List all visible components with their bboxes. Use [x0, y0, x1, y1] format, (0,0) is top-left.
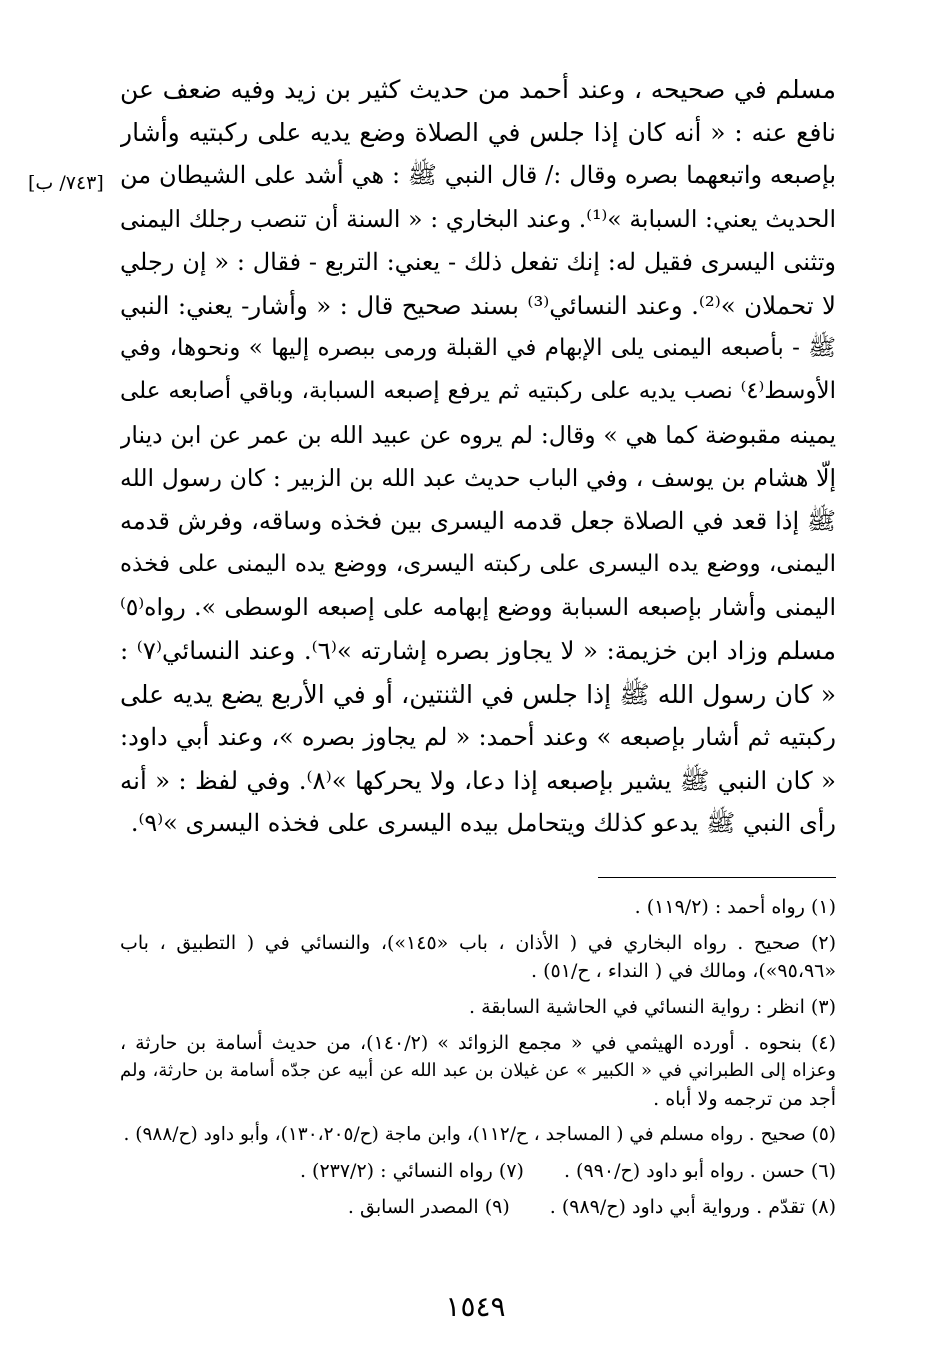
footnote-line: (٣) انظر : رواية النسائي في الحاشية السابقة . [469, 996, 836, 1018]
footnotes [120, 893, 836, 1221]
footnote-6: (٦) حسن . رواه أبو داود (ح/٩٩٠) . [563, 1160, 836, 1182]
text-line: مسلم في صحيحه ، وعند أحمد من حديث كثير بن زيد وفيه ضعف عن [120, 75, 836, 104]
manuscript-folio-marker: [٧٤٣/ ب] [28, 172, 104, 194]
footnote-line: (٥) صحيح . رواه مسلم في ( المساجد ، ح/١١٢)، وابن ماجة (ح/١٣٠،٢٠٥)، وأبو داود (ح/٩٨٨) . [123, 1124, 836, 1145]
footnote-line: أجد من ترجمه ولا أباه . [653, 1088, 836, 1110]
text-line: وتثنى اليسرى فقيل له: إنك تفعل ذلك - يعني: التربع - فقال : « إن رجلي [120, 247, 836, 276]
footnote-5 [120, 1121, 836, 1149]
footnote-4 [120, 1029, 836, 1113]
page-number: ١٥٤٩ [445, 1290, 506, 1323]
text-line: نافع عنه : « أنه كان إذا جلس في الصلاة وضع يديه على ركبتيه وأشار [120, 118, 836, 148]
footnote-line: (١) رواه أحمد : (١١٩/٢) . [634, 896, 836, 918]
footnote-1 [120, 893, 836, 921]
footnote-separator [598, 877, 836, 878]
footnote-7: (٧) رواه النسائي : (٢٣٧/٢) . [299, 1160, 524, 1182]
footnote-line: وعزاه إلى الطبراني في « الكبير » عن غيلان بن عبد الله عن أبيه عن جدّه أسامة بن حارثة، ولم [120, 1060, 836, 1081]
text-line: رأى النبي ﷺ يدعو كذلك ويتحامل بيده اليسرى على فخذه اليسرى »⁽٩⁾. [130, 809, 836, 838]
text-line: اليمنى، ووضع يده اليسرى على ركبته اليسرى، ووضع يده اليمنى على فخذه [120, 551, 836, 578]
text-line: الأوسط⁽٤⁾ نصب يديه على ركبتيه ثم يرفع إصبعه السبابة، وباقي أصابعه على [120, 378, 836, 405]
text-line: يمينه مقبوضة كما هي » وقال: لم يروه عن عبيد الله بن عمر عن ابن دينار [120, 420, 836, 449]
text-line: بإصبعه واتبعهما بصره وقال :/ قال النبي ﷺ : هي أشد على الشيطان من [120, 161, 836, 190]
text-line: ﷺ - بأصبعه اليمنى يلى الإبهام في القبلة ورمى ببصره إليها » ونحوها، وفي [120, 335, 836, 362]
text-line: مسلم وزاد ابن خزيمة: « لا يجاوز بصره إشارته »⁽٦⁾. وعند النسائي⁽٧⁾ : [120, 636, 836, 666]
footnote-row [120, 1157, 836, 1185]
text-line: « كان النبي ﷺ يشير بإصبعه إذا دعا، ولا يحركها »⁽٨⁾. وفي لفظ : « أنه [120, 766, 836, 795]
text-line: « كان رسول الله ﷺ إذا جلس في الثنتين، أو في الأربع يضع يديه على [120, 679, 836, 709]
text-line: الحديث يعني: السبابة »⁽¹⁾. وعند البخاري : « السنة أن تنصب رجلك اليمنى [120, 204, 836, 233]
text-line: ﷺ إذا قعد في الصلاة جعل قدمه اليسرى بين فخذه وساقه، وفرش قدمه [120, 506, 836, 535]
footnote-3 [120, 993, 836, 1021]
footnote-line: (٤) بنحوه . أورده الهيثمي في « مجمع الزوائد » (١٤٠/٢)، من حديث أسامة بن حارثة ، [120, 1032, 836, 1054]
footnote-line: (٢) صحيح . رواه البخاري في ( الأذان ، باب «١٤٥»)، والنسائي في ( التطبيق ، باب [120, 932, 836, 954]
footnote-2 [120, 929, 836, 985]
text-line: لا تحملان »⁽²⁾. وعند النسائي⁽³⁾ بسند صحيح قال : « وأشار- يعني: النبي [120, 290, 836, 320]
footnote-8: (٨) تقدّم . ورواية أبي داود (ح/٩٨٩) . [549, 1196, 836, 1218]
main-text [120, 68, 836, 845]
text-line: إلّا هشام بن يوسف ، وفي الباب حديث عبد الله بن الزبير : كان رسول الله [120, 463, 836, 492]
footnote-row [120, 1193, 836, 1221]
text-line: اليمنى وأشار بإصبعه السبابة ووضع إبهامه على إصبعه الوسطى ». رواه⁽٥⁾ [120, 593, 836, 622]
footnote-line: «٩٥،٩٦»)، ومالك في ( النداء ، ح/٥١) . [531, 960, 836, 982]
footnote-9: (٩) المصدر السابق . [347, 1196, 510, 1218]
text-line: ركبتيه ثم أشار بإصبعه » وعند أحمد: « لم يجاوز بصره »، وعند أبي داود: [120, 722, 836, 751]
